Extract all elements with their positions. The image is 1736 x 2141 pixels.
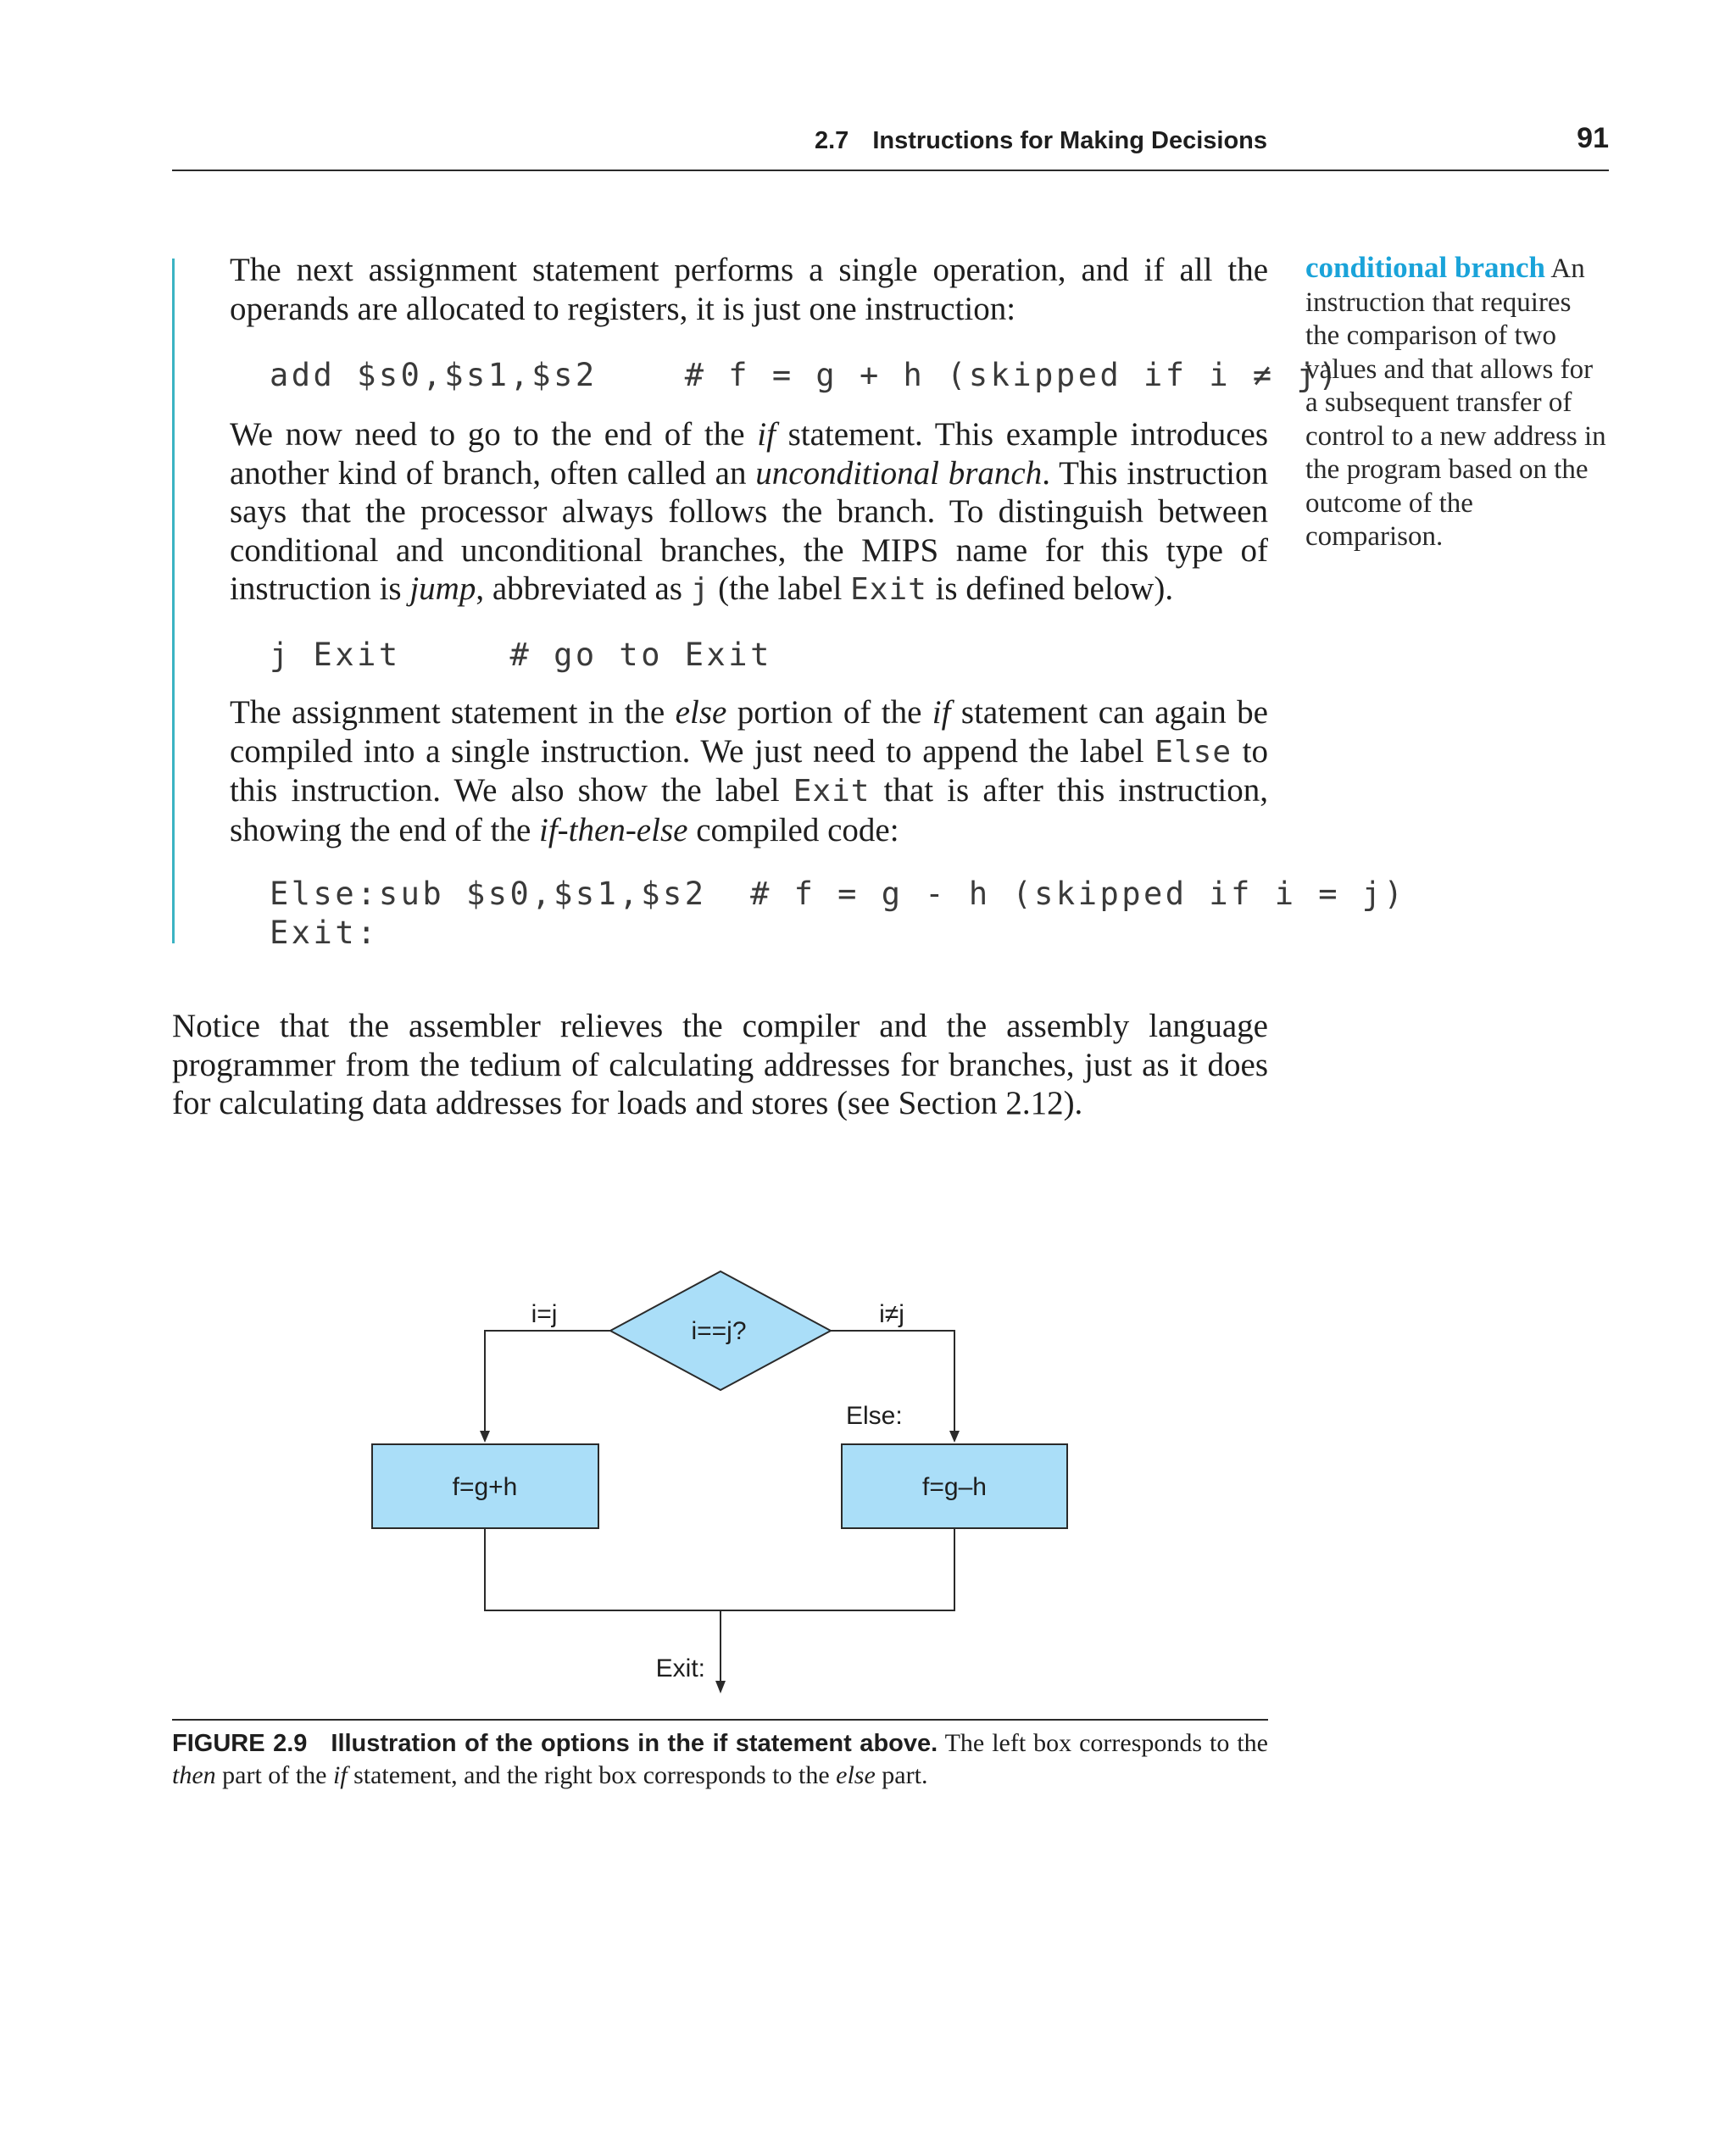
code-line-jump: j Exit # go to Exit <box>270 637 772 673</box>
paragraph-1 <box>230 251 1268 328</box>
flowchart-figure <box>170 1246 1271 1721</box>
paragraph-3 <box>230 693 1268 849</box>
page-number: 91 <box>1577 122 1609 154</box>
code-line-add: add $s0,$s1,$s2 # f = g + h (skipped if i ≠ j) <box>270 357 1341 393</box>
paragraph-3-text: The assignment statement in the else portion of the if statement can again be compiled into a single instruction. We just need to append the label Else to this instruction. We also show the label Exit that is after this instruction, showing the end of the if-then-else compiled code: <box>230 694 1268 848</box>
figure-rule <box>172 1719 1268 1721</box>
right-arrowhead <box>949 1431 960 1443</box>
paragraph-2-text: We now need to go to the end of the if statement. This example introduces another kind of branch, often called an unconditional branch. This instruction says that the processor always follows the branch. To distinguish between conditional and unconditional branches, the MIPS name for this type of instruction is jump, abbreviated as j (the label Exit is defined below). <box>230 416 1269 607</box>
section-number: 2.7 <box>814 127 849 154</box>
margin-definition-text: An instruction that requires the comparison of two values and that allows for a subsequent transfer of control to a new address in the program based on the outcome of the comparison. <box>1305 253 1606 552</box>
section-title: Instructions for Making Decisions <box>872 127 1267 154</box>
margin-definition <box>1305 251 1611 554</box>
else-box-label: f=g–h <box>922 1473 987 1501</box>
left-edge-label: i=j <box>531 1300 558 1328</box>
figure-caption: FIGURE 2.9 Illustration of the options in the if statement above. The left box corresponds to the then part of the if statement, and the right box corresponds to the else part. <box>172 1729 1268 1789</box>
then-box-label: f=g+h <box>452 1473 518 1501</box>
paragraph-2 <box>230 415 1268 609</box>
code-line-exit: Exit: <box>270 915 379 951</box>
left-arrowhead <box>480 1431 490 1443</box>
paragraph-1-text: The next assignment statement performs a single operation, and if all the operands are allocated to registers, it is just one instruction: <box>230 252 1268 327</box>
change-bar <box>172 259 175 943</box>
exit-arrowhead <box>715 1681 726 1693</box>
running-head <box>172 122 1609 171</box>
section-heading <box>815 127 1267 155</box>
exit-label: Exit: <box>655 1654 705 1682</box>
code-line-sub: Else:sub $s0,$s1,$s2 # f = g - h (skipped if i = j) <box>270 876 1406 912</box>
margin-term: conditional branch <box>1305 251 1545 284</box>
paragraph-4-text: Notice that the assembler relieves the compiler and the assembly language programmer from the tedium of calculating addresses for branches, just as it does for calculating data addresses for loads and stores (see Section 2.12). <box>172 1008 1268 1121</box>
paragraph-4 <box>172 1007 1268 1123</box>
figure-label: FIGURE 2.9 <box>172 1730 308 1757</box>
else-label: Else: <box>846 1402 903 1430</box>
left-branch-line <box>485 1331 610 1434</box>
merge-line <box>485 1528 954 1610</box>
right-edge-label: i≠j <box>879 1300 904 1328</box>
decision-label: i==j? <box>691 1317 747 1345</box>
figure-title: Illustration of the options in the if statement above. <box>331 1730 938 1757</box>
